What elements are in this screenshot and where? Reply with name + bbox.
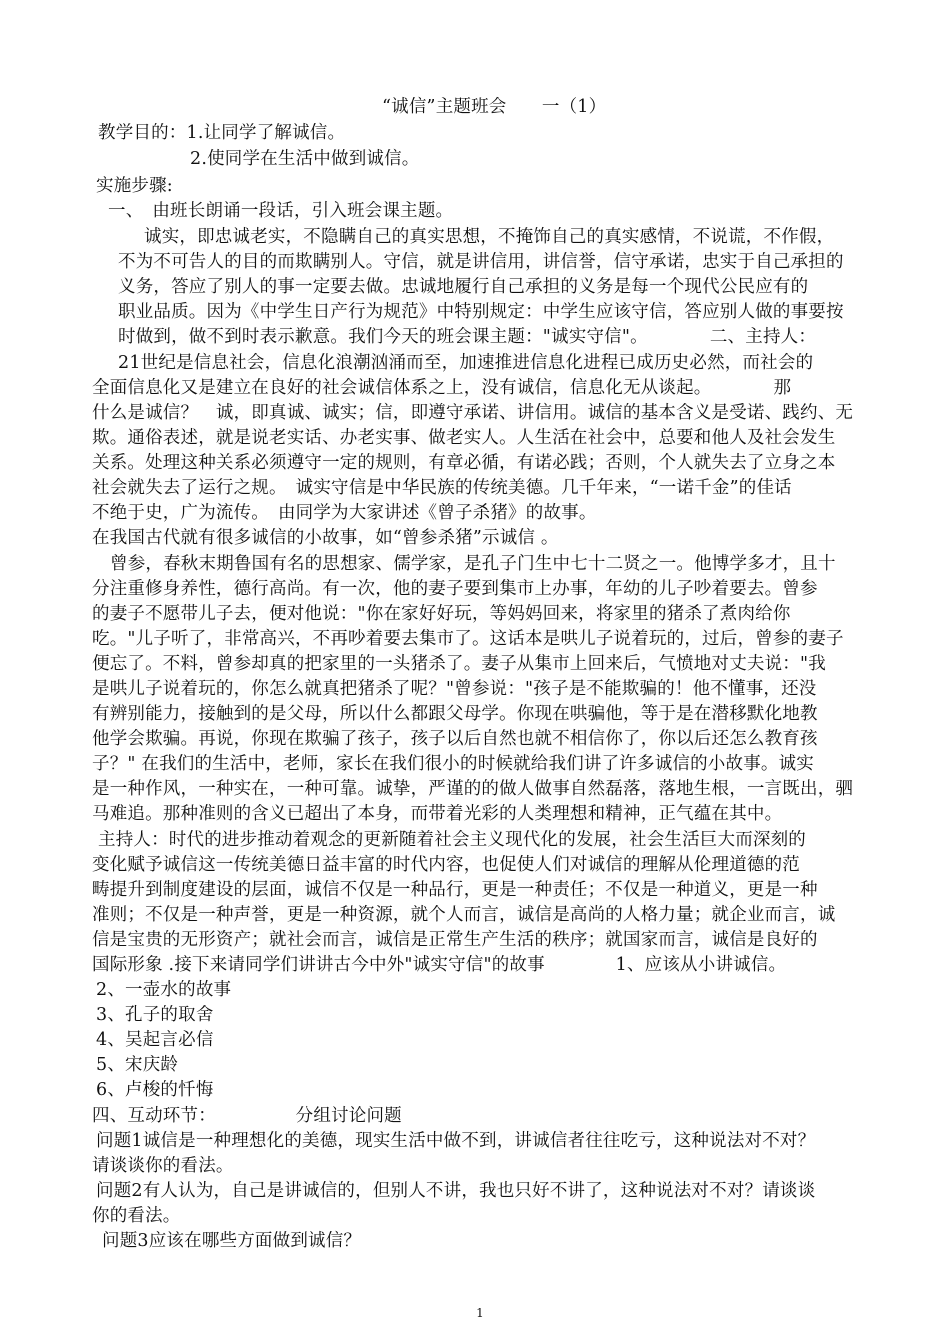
list-item: 6、卢梭的忏悔 <box>96 1080 214 1100</box>
text-line: 时做到，做不到时表示歉意。我们今天的班会课主题："诚实守信"。 二、主持人： <box>118 327 817 347</box>
text-line: 便忘了。不料，曾参却真的把家里的一头猪杀了。妻子从集市上回来后，气愤地对丈夫说："我 <box>92 654 826 674</box>
text-line: 信是宝贵的无形资产；就社会而言，诚信是正常生产生活的秩序；就国家而言，诚信是良好的 <box>92 930 818 950</box>
text-line: 问题3应该在哪些方面做到诚信？ <box>102 1231 362 1251</box>
text-line: 分注重修身养性，德行高尚。有一次，他的妻子要到集市上办事，年幼的儿子吵着要去。曾参 <box>92 579 818 599</box>
text-line: 实施步骤: <box>96 176 173 196</box>
text-line: 义务，答应了别人的事一定要去做。忠诚地履行自己承担的义务是每一个现代公民应有的 <box>118 277 809 297</box>
text-line: 是哄儿子说着玩的，你怎么就真把猪杀了呢？"曾参说："孩子是不能欺骗的！他不懂事，还没 <box>92 679 817 699</box>
text-line: 不为不可告人的目的而欺瞒别人。守信，就是讲信用，讲信誉，信守承诺，忠实于自己承担的 <box>118 252 844 272</box>
text-line: 马难追。那种准则的含义已超出了本身，而带着光彩的人类理想和精神，正气蕴在其中。 <box>92 804 783 824</box>
text-line: 畴提升到制度建设的层面，诚信不仅是一种品行，更是一种责任；不仅是一种道义，更是一种 <box>92 880 818 900</box>
text-line: 问题2有人认为，自己是讲诚信的，但别人不讲，我也只好不讲了，这种说法对不对？请谈谈 <box>96 1181 816 1201</box>
text-line: 国际形象 .接下来请同学们讲讲古今中外"诚实守信"的故事 1、应该从小讲诚信。 <box>92 955 787 975</box>
text-line: 的妻子不愿带儿子去，便对他说："你在家好好玩，等妈妈回来，将家里的猪杀了煮肉给你 <box>92 604 791 624</box>
list-item: 3、孔子的取舍 <box>96 1005 214 1025</box>
text-line: 21世纪是信息社会，信息化浪潮汹涌而至，加速推进信息化进程已成历史必然，而社会的 <box>118 353 814 373</box>
text-line: 什么是诚信？ 诚，即真诚、诚实；信，即遵守承诺、讲信用。诚信的基本含义是受诺、践约、无 <box>92 403 854 423</box>
section-heading: 四、互动环节： 分组讨论问题 <box>92 1106 402 1126</box>
text-line: 曾参，春秋末期鲁国有名的思想家、儒学家，是孔子门生中七十二贤之一。他博学多才，且十 <box>110 554 836 574</box>
text-line: 是一种作风，一种实在，一种可靠。诚挚，严谨的的做人做事自然磊落，落地生根，一言既出，驷 <box>92 779 854 799</box>
list-item: 2、一壶水的故事 <box>96 980 232 1000</box>
list-item: 4、吴起言必信 <box>96 1030 214 1050</box>
text-line: 全面信息化又是建立在良好的社会诚信体系之上，没有诚信，信息化无从谈起。 那 <box>92 378 792 398</box>
text-line: 你的看法。 <box>92 1206 181 1226</box>
text-line: 诚实，即忠诚老实，不隐瞒自己的真实思想，不掩饰自己的真实感情，不说谎，不作假， <box>144 227 835 247</box>
text-line: 2.使同学在生活中做到诚信。 <box>190 149 420 169</box>
text-line: 吃。"儿子听了，非常高兴，不再吵着要去集市了。这话本是哄儿子说着玩的，过后，曾参的妻子 <box>92 629 844 649</box>
text-line: 准则；不仅是一种声誉，更是一种资源，就个人而言，诚信是高尚的人格力量；就企业而言，诚 <box>92 905 836 925</box>
text-line: 请谈谈你的看法。 <box>92 1156 234 1176</box>
text-line: 社会就失去了运行之规。 诚实守信是中华民族的传统美德。几千年来，“一诺千金”的佳话 <box>92 478 792 498</box>
list-item: 5、宋庆龄 <box>96 1055 179 1075</box>
text-line: 关系。处理这种关系必须遵守一定的规则，有章必循，有诺必践；否则，个人就失去了立身之本 <box>92 453 836 473</box>
text-line: 职业品质。因为《中学生日产行为规范》中特别规定：中学生应该守信，答应别人做的事要按 <box>118 302 844 322</box>
text-line: 他学会欺骗。再说，你现在欺骗了孩子，孩子以后自然也就不相信你了，你以后还怎么教育孩 <box>92 729 818 749</box>
text-line: 一、 由班长朗诵一段话，引入班会课主题。 <box>108 201 454 221</box>
text-line: 不绝于史，广为流传。 由同学为大家讲述《曾子杀猪》的故事。 <box>92 503 597 523</box>
text-line: 欺。通俗表述，就是说老实话、办老实事、做老实人。人生活在社会中，总要和他人及社会发生 <box>92 428 836 448</box>
text-line: 教学目的：1.让同学了解诚信。 <box>98 123 346 143</box>
text-line: 有辨别能力，接触到的是父母，所以什么都跟父母学。你现在哄骗他，等于是在潜移默化地教 <box>92 704 818 724</box>
text-line: 子？" 在我们的生活中，老师，家长在我们很小的时候就给我们讲了许多诚信的小故事。诚实 <box>92 754 815 774</box>
text-line: 变化赋予诚信这一传统美德日益丰富的时代内容，也促使人们对诚信的理解从伦理道德的范 <box>92 855 800 875</box>
document-title: “诚信”主题班会 一（1） <box>382 97 607 117</box>
page-number: 1 <box>476 1306 484 1320</box>
text-line: 问题1诚信是一种理想化的美德，现实生活中做不到，讲诚信者往往吃亏，这种说法对不对？ <box>96 1131 816 1151</box>
text-line: 主持人：时代的进步推动着观念的更新随着社会主义现代化的发展，社会生活巨大而深刻的 <box>98 830 806 850</box>
text-line: 在我国古代就有很多诚信的小故事，如“曾参杀猪”示诚信 。 <box>92 528 559 548</box>
